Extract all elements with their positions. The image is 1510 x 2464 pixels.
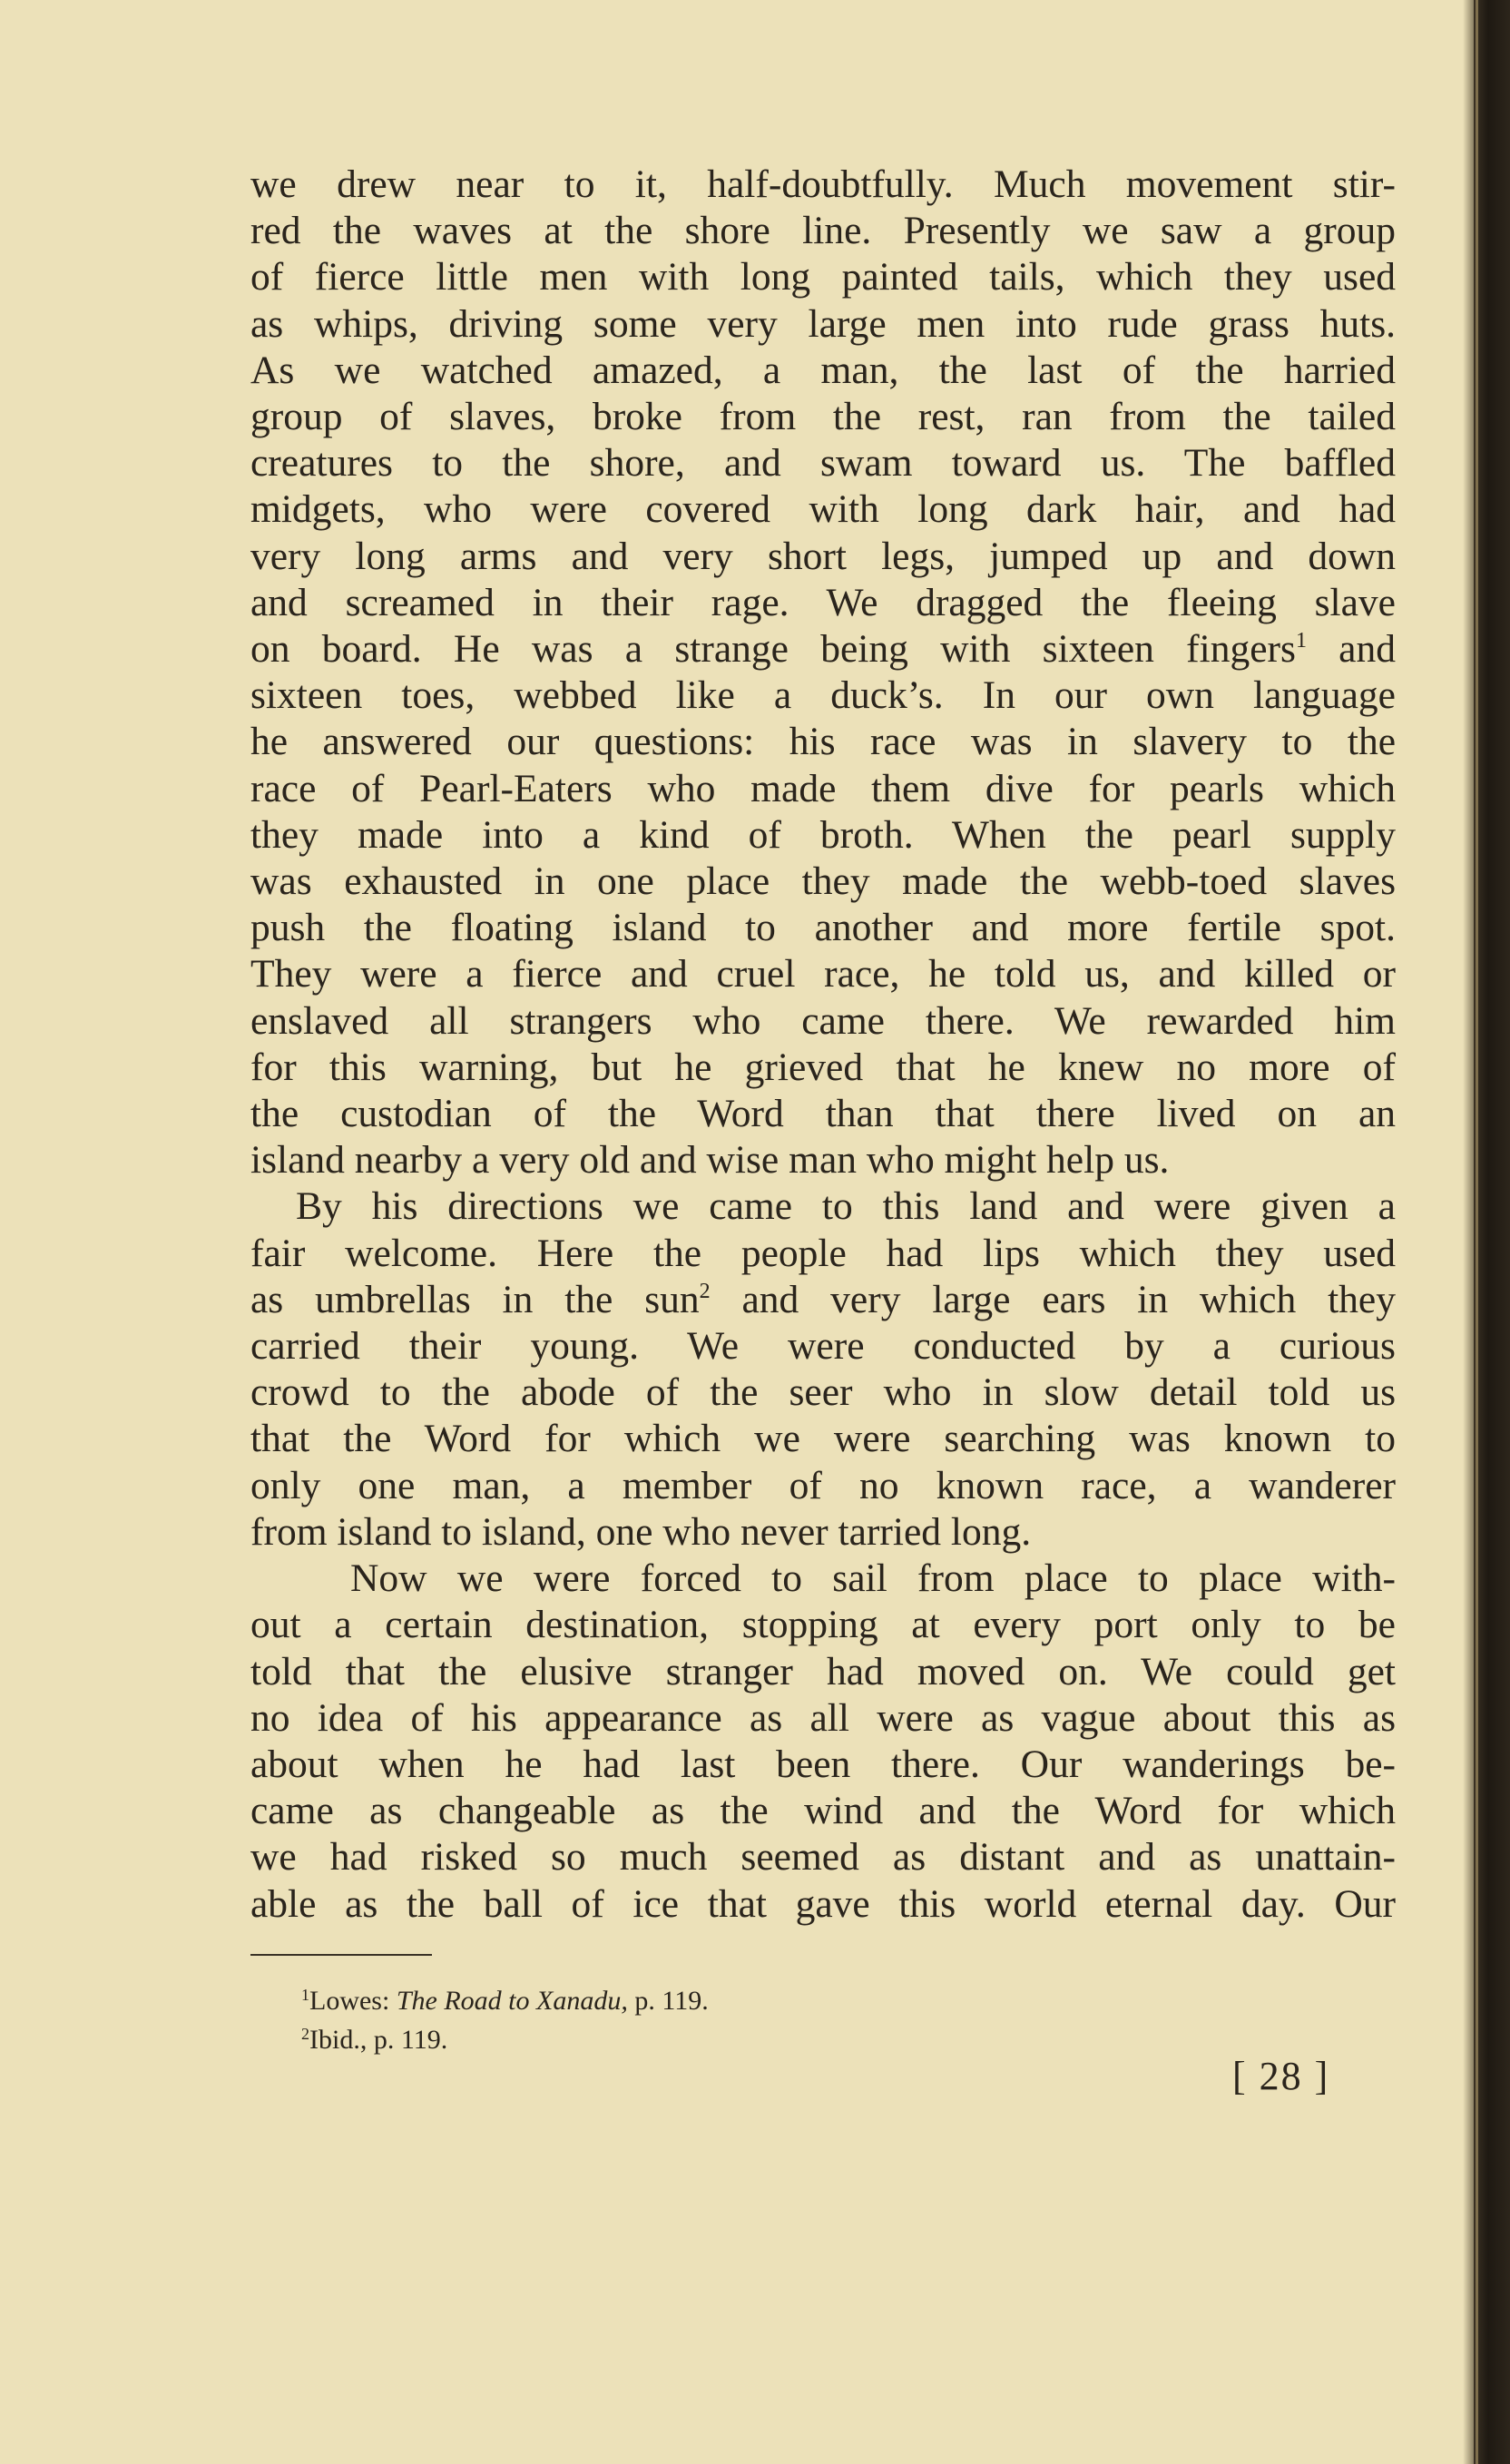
text-line: Now we were forced to sail from place to place with- (350, 1556, 1396, 1601)
text-line: as whips, driving some very large men into rude grass huts. (250, 301, 1396, 346)
paragraph-3 (250, 1556, 1396, 1928)
text-line: carried their young. We were conducted by a curious (250, 1324, 1396, 1369)
footnote-reference-2: 2 (699, 1279, 711, 1303)
text-line: was exhausted in one place they made the webb-toed slaves (250, 859, 1396, 904)
footnotes (301, 1978, 709, 2057)
text-line: red the waves at the shore line. Presently we saw a group (250, 209, 1396, 253)
text-line: enslaved all strangers who came there. We rewarded him (250, 998, 1396, 1043)
text-line: he answered our questions: his race was in slavery to the (250, 720, 1396, 764)
text-line: very long arms and very short legs, jumped up and down (250, 534, 1396, 578)
text-line: about when he had last been there. Our wanderings be- (250, 1742, 1396, 1786)
text-line: push the floating island to another and more fertile spot. (250, 906, 1396, 950)
text-line: we drew near to it, half-doubtfully. Much movement stir- (250, 162, 1396, 206)
text-fragment: and (1306, 627, 1396, 672)
text-line: race of Pearl-Eaters who made them dive for pearls which (250, 766, 1396, 810)
footnote-mark: 1 (301, 1986, 309, 2004)
text-line: told that the elusive stranger had moved on. We could get (250, 1649, 1396, 1693)
text-line: we had risked so much seemed as distant and as unattain- (250, 1835, 1396, 1880)
text-line: sixteen toes, webbed like a duck’s. In our own language (250, 673, 1396, 718)
footnote-suffix: p. 119. (627, 1986, 709, 2016)
text-line: only one man, a member of no known race, a wanderer (250, 1463, 1396, 1507)
text-line: As we watched amazed, a man, the last of the harried (250, 348, 1396, 392)
footnote-mark: 2 (301, 2025, 309, 2043)
footnote-title: The Road to Xanadu, (396, 1986, 628, 2016)
text-line: fair welcome. Here the people had lips which they used (250, 1231, 1396, 1275)
text-line: creatures to the shore, and swam toward us. The baffled (250, 441, 1396, 486)
footnote-2 (301, 2017, 709, 2057)
text-line: came as changeable as the wind and the Word for which (250, 1789, 1396, 1833)
paragraph-1 (250, 162, 1396, 1183)
paragraph-2 (250, 1183, 1396, 1556)
text-line: of fierce little men with long painted tails, which they used (250, 255, 1396, 299)
text-fragment: and very large ears in which they (710, 1277, 1396, 1321)
text-line: and screamed in their rage. We dragged the fleeing slave (250, 580, 1396, 624)
text-line-with-footnote (250, 1277, 1396, 1323)
footnote-prefix: Lowes: (309, 1986, 397, 2016)
book-binding (1474, 0, 1510, 2464)
text-line: group of slaves, broke from the rest, ran from the tailed (250, 395, 1396, 439)
text-fragment: as umbrellas in the sun (250, 1277, 700, 1321)
binding-highlight (1476, 0, 1478, 2464)
text-fragment: on board. He was a strange being with sixteen fingers (250, 627, 1296, 672)
text-line: that the Word for which we were searching was known to (250, 1417, 1396, 1461)
text-line: for this warning, but he grieved that he knew no more of (250, 1045, 1396, 1089)
text-line: island nearby a very old and wise man who might help us. (250, 1138, 1170, 1183)
text-line: able as the ball of ice that gave this world eternal day. Our (250, 1881, 1396, 1926)
text-line: crowd to the abode of the seer who in slow detail told us (250, 1370, 1396, 1415)
text-line: midgets, who were covered with long dark hair, and had (250, 487, 1396, 532)
footnote-divider (250, 1954, 432, 1956)
text-line-with-footnote (250, 626, 1396, 672)
page-number: [ 28 ] (1232, 2054, 1330, 2098)
body-text (250, 162, 1396, 1928)
text-line: By his directions we came to this land and were given a (296, 1184, 1396, 1229)
text-line: they made into a kind of broth. When the pearl supply (250, 812, 1396, 857)
text-line: They were a fierce and cruel race, he told us, and killed or (250, 952, 1396, 996)
footnote-prefix: Ibid., p. 119. (309, 2025, 448, 2055)
text-line: no idea of his appearance as all were as vague about this as (250, 1695, 1396, 1740)
text-line: out a certain destination, stopping at every port only to be (250, 1603, 1396, 1647)
page-edge-shadow (1463, 0, 1474, 2464)
text-line: the custodian of the Word than that there lived on an (250, 1092, 1396, 1136)
footnote-reference-1: 1 (1295, 629, 1307, 653)
text-line: from island to island, one who never tarried long. (250, 1509, 1032, 1554)
footnote-1 (301, 1978, 709, 2017)
